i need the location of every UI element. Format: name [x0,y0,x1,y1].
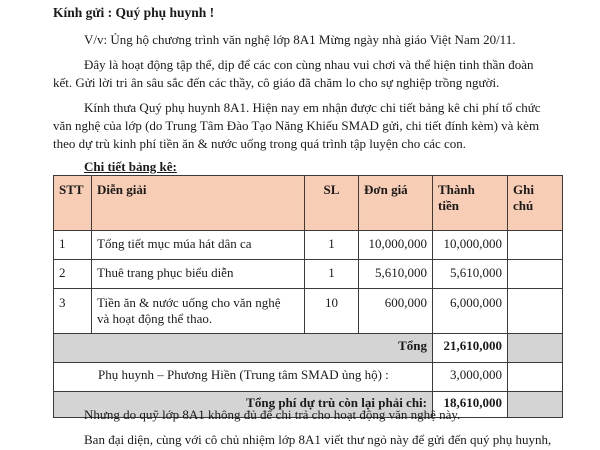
grand-total-value: 18,610,000 [433,392,508,418]
cell-stt: 1 [54,231,92,260]
cell-desc-line-1: Tiền ăn & nước uống cho văn nghệ [97,295,281,310]
cost-table [53,175,563,418]
greeting: Kính gửi : Quý phụ huynh ! [53,5,215,20]
header-sl: SL [305,176,359,231]
total-note-cell [508,334,563,363]
header-total-line-2: tiền [438,198,459,213]
cell-sl: 10 [305,289,359,334]
header-stt: STT [54,176,92,231]
table-row [54,289,563,334]
cell-sl: 1 [305,231,359,260]
table-row [54,231,563,260]
paragraph-2-line-1: Kính thưa Quý phụ huynh 8A1. Hiện nay em nhận được chi tiết bảng kê chi phí tổ chức [84,100,541,115]
cell-total: 10,000,000 [433,231,508,260]
support-row [54,363,563,392]
cell-price: 600,000 [359,289,433,334]
cell-price: 5,610,000 [359,260,433,289]
cell-desc [92,289,305,334]
support-label: Phụ huynh – Phương Hiền (Trung tâm SMAD ủng hộ) : [54,363,433,392]
header-total [433,176,508,231]
grand-total-label: Tổng phí dự trù còn lại phải chi: [54,392,433,418]
subject-line: V/v: Ủng hộ chương trình văn nghệ lớp 8A1 Mừng ngày nhà giáo Việt Nam 20/11. [84,32,516,47]
paragraph-1-line-1: Đây là hoạt động tập thể, dịp để các con cùng nhau vui chơi và thể hiện tinh thần đoàn [84,57,534,72]
total-value: 21,610,000 [433,334,508,363]
table-row [54,260,563,289]
cell-desc-line-2: và hoạt động thể thao. [97,311,213,326]
header-note [508,176,563,231]
cell-desc: Thuê trang phục biểu diễn [92,260,305,289]
total-label: Tổng [54,334,433,363]
cell-note [508,289,563,334]
cell-total: 6,000,000 [433,289,508,334]
total-row [54,334,563,363]
cell-stt: 3 [54,289,92,334]
cell-note [508,231,563,260]
support-note-cell [508,363,563,392]
header-total-line-1: Thành [438,182,475,197]
paragraph-2-line-3: theo dự trù kinh phí tiền ăn & nước uống trong quá trình tập luyện cho các con. [53,136,467,151]
footer-line-2: Ban đại diện, cùng với cô chủ nhiệm lớp 8A1 viết thư ngỏ này để gửi đến quý phụ huynh, [84,432,552,447]
cell-desc: Tổng tiết mục múa hát dân ca [92,231,305,260]
paragraph-2-line-2: văn nghệ của lớp (do Trung Tâm Đào Tạo Năng Khiếu SMAD gửi, chi tiết đính kèm) và kèm [53,118,540,133]
grand-note-cell [508,392,563,418]
cell-total: 5,610,000 [433,260,508,289]
table-header-row [54,176,563,231]
table-heading: Chi tiết bảng kê: [84,159,177,174]
paragraph-1-line-2: kết. Gửi lời tri ân sâu sắc đến các thầy, cô giáo đã chăm lo cho sự nghiệp trồng người. [53,75,500,90]
cell-stt: 2 [54,260,92,289]
header-desc: Diễn giải [92,176,305,231]
cell-price: 10,000,000 [359,231,433,260]
footer-line-1: Nhưng do quỹ lớp 8A1 không đủ để chi trả cho hoạt động văn nghệ này. [84,407,461,422]
support-value: 3,000,000 [433,363,508,392]
cell-note [508,260,563,289]
header-price: Đơn giá [359,176,433,231]
cell-sl: 1 [305,260,359,289]
header-note-line-1: Ghi [513,182,534,197]
header-note-line-2: chú [513,198,534,213]
